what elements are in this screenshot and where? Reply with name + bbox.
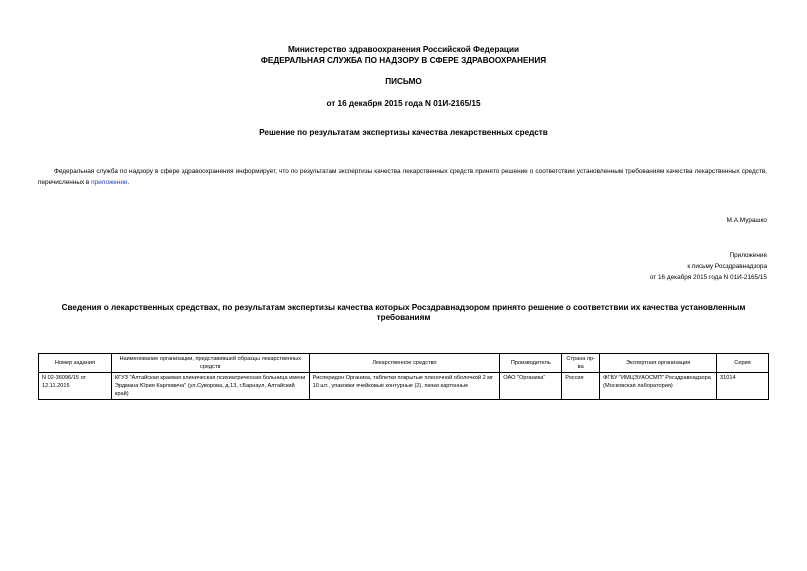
cell-manufacturer: ОАО "Органика": [500, 373, 562, 400]
letter-body: [38, 166, 767, 188]
appendix-date-ref: от 16 декабря 2015 года N 01И-2165/15: [649, 274, 767, 281]
appendix-note: [650, 250, 767, 283]
document-type: ПИСЬМО: [385, 77, 422, 86]
cell-medicine: Рисперидон Органика, таблетки покрытые пленочной оболочкой 2 мг 10 шт., упаковки ячейковые контурные (2), пачки картонные: [309, 373, 500, 400]
col-header-task-number: Номер задания: [39, 354, 112, 373]
appendix-link[interactable]: приложении: [91, 179, 128, 186]
signature: М.А.Мурашко: [726, 217, 767, 224]
cell-country: Россия: [562, 373, 600, 400]
col-header-expert-org: Экспертная организация: [600, 354, 717, 373]
letter-body-text: Федеральная служба по надзору в сфере здравоохранения информирует, что по результатам экспертизы качества лекарственных средств принято решение о соответствии установленным требованиям качества лекарственных средств, перечисленных в: [38, 168, 767, 186]
cell-task-number: N 02-36096/15 от 12.11.2015: [39, 373, 112, 400]
table-header-row: [39, 354, 769, 373]
document-date-number: от 16 декабря 2015 года N 01И-2165/15: [326, 99, 481, 108]
col-header-medicine: Лекарственное средство: [309, 354, 500, 373]
appendix-letter-ref: к письму Росздравнадзора: [687, 263, 767, 270]
cell-organization: КГУЗ "Алтайская краевая клиническая психиатрическая больница имени Эрдмана Юрия Карловича" (ул.Суворова, д.13, г.Барнаул, Алтайский край): [111, 373, 309, 400]
ministry-name: Министерство здравоохранения Российской Федерации: [287, 45, 520, 54]
col-header-series: Серия: [717, 354, 769, 373]
appendix-label: Приложение: [729, 252, 767, 259]
col-header-organization: Наименование организации, представившей образцы лекарственных средств: [111, 354, 309, 373]
service-name: ФЕДЕРАЛЬНАЯ СЛУЖБА ПО НАДЗОРУ В СФЕРЕ ЗДРАВООХРАНЕНИЯ: [260, 56, 547, 65]
cell-series: 31014: [717, 373, 769, 400]
col-header-manufacturer: Производитель: [500, 354, 562, 373]
col-header-country: Страна пр-ва: [562, 354, 600, 373]
table-title: Сведения о лекарственных средствах, по результатам экспертизы качества которых Росздравнадзором принято решение о соответствии их качества установленным требованиям: [61, 303, 746, 322]
table-row: [39, 373, 769, 400]
medicines-table: [38, 353, 769, 400]
letter-body-end: .: [127, 179, 130, 186]
cell-expert-org: ФГБУ "ИМЦЭУАОСМП" Росздравнадзора (Московская лаборатория): [600, 373, 717, 400]
document-subject: Решение по результатам экспертизы качества лекарственных средств: [259, 128, 548, 137]
